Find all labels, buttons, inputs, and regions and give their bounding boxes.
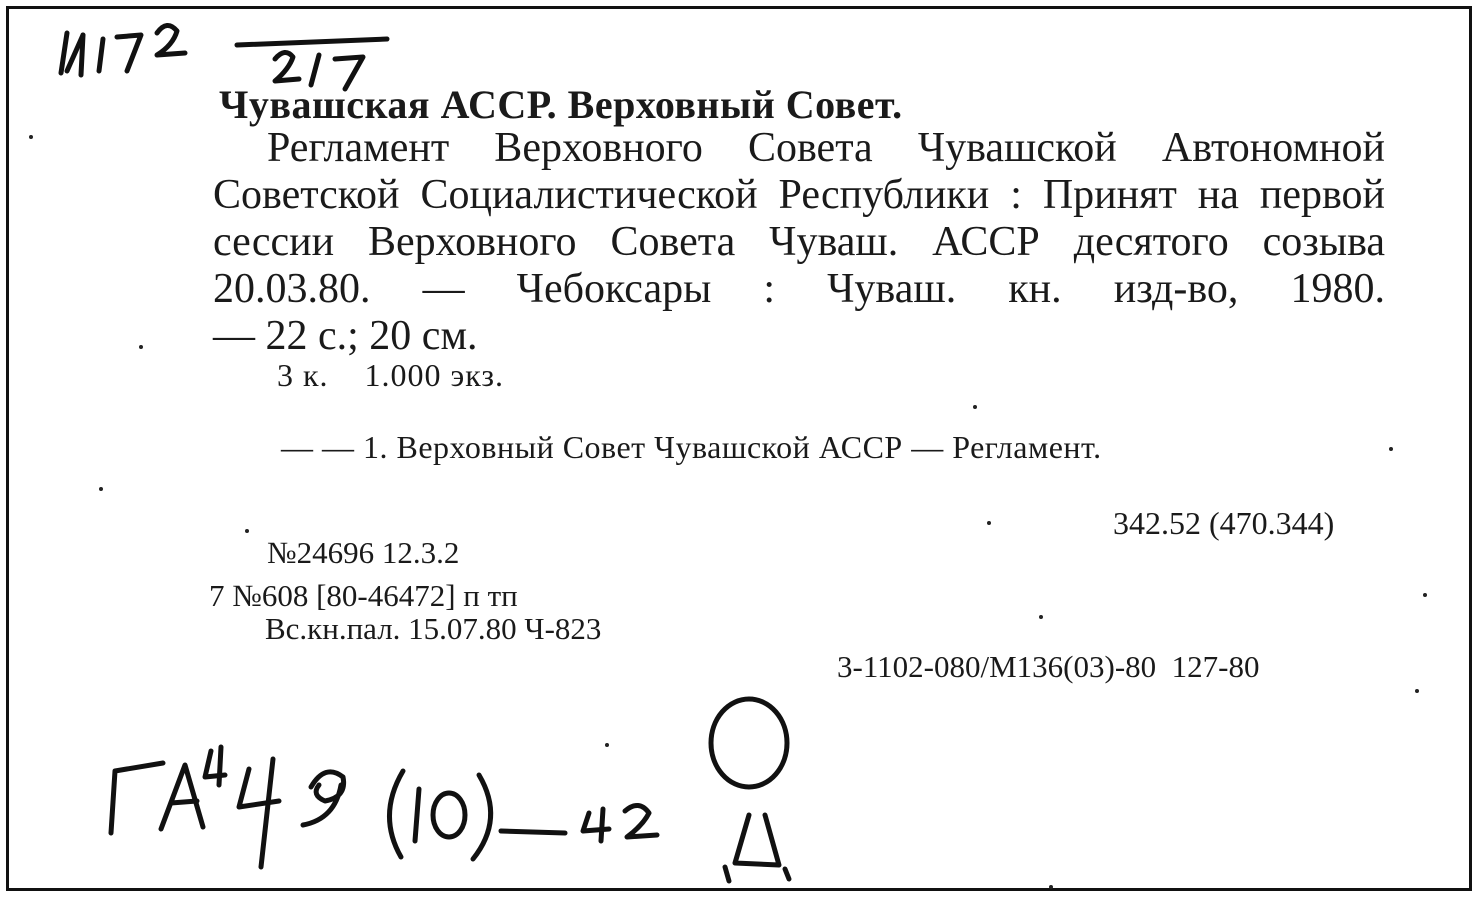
publisher-code: 3-1102-080/М136(03)-80 127-80 [837, 649, 1260, 684]
scan-speck [605, 743, 609, 747]
scan-speck [99, 487, 103, 491]
subject-tracing: — — 1. Верховный Совет Чувашской АССР — Регламент. [281, 429, 1102, 465]
scan-speck [139, 345, 143, 349]
scan-speck [29, 135, 33, 139]
scan-speck [1049, 885, 1053, 889]
scan-speck [1423, 593, 1427, 597]
price-and-print-run: 3 к. 1.000 экз. [277, 357, 505, 393]
scan-speck [1415, 689, 1419, 693]
card-heading: Чувашская АССР. Верховный Совет. [219, 82, 903, 127]
catalog-card [6, 6, 1472, 891]
scan-speck [1389, 447, 1393, 451]
scan-speck [973, 405, 977, 409]
classification-index: 342.52 (470.344) [1113, 505, 1335, 541]
catalog-number: №24696 12.3.2 [267, 535, 460, 570]
scan-speck [245, 529, 249, 533]
card-description-text: Регламент Верховного Совета Чувашской Автономной Советской Социалистической Республики : Принят на первой сессии Верховного Совета Чуваш. АССР десятого созыва 20.03.80. — Чебоксары : Чуваш. кн. изд-во, 1980. [213, 125, 1385, 312]
card-physical-description: — 22 с.; 20 см. [213, 313, 478, 359]
card-description [213, 125, 1385, 313]
handwritten-bottom-code [89, 729, 809, 889]
order-line: 7 №608 [80-46472] п тп [209, 578, 518, 613]
scan-speck [987, 521, 991, 525]
book-chamber-line: Вс.кн.пал. 15.07.80 Ч-823 [265, 611, 602, 646]
scan-speck [1039, 615, 1043, 619]
